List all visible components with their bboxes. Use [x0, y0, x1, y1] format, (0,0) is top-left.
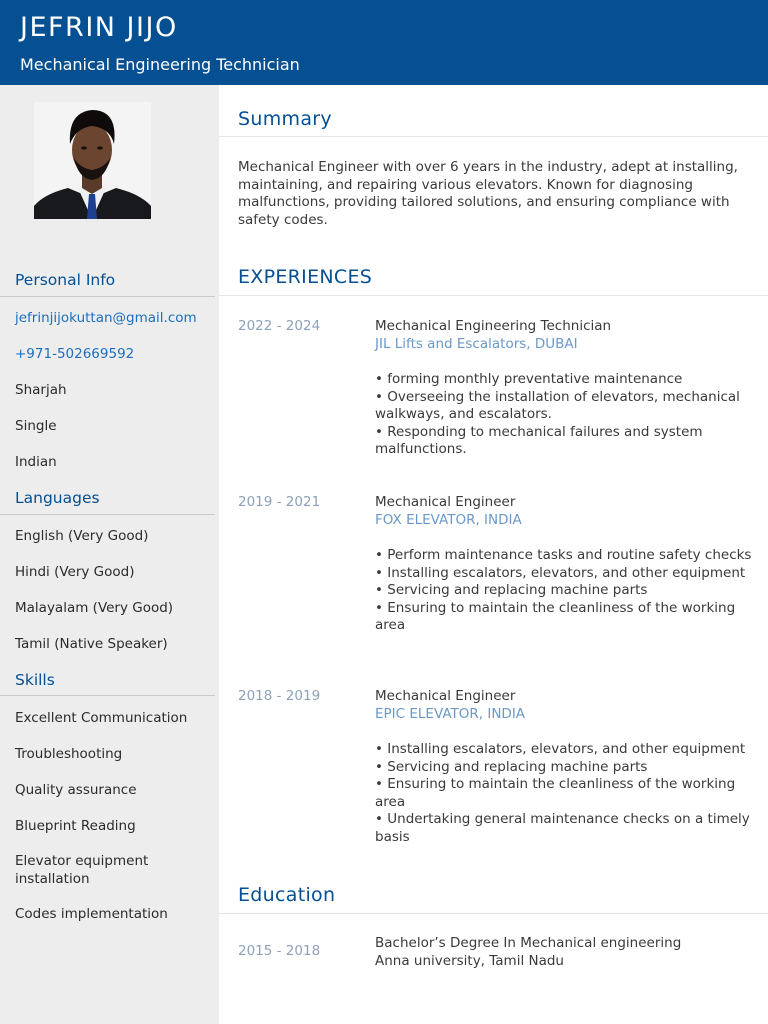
- summary-heading: Summary: [238, 108, 332, 130]
- skill-item: Elevator equipment installation: [15, 853, 149, 887]
- skills-heading: Skills: [15, 671, 55, 689]
- experience-bullet: • Installing escalators, elevators, and other equipment: [375, 564, 746, 581]
- experience-bullet: • Undertaking general maintenance checks on a timely basis: [375, 811, 750, 845]
- experience-company: JIL Lifts and Escalators, DUBAI: [375, 336, 578, 352]
- experience-role: Mechanical Engineering Technician: [375, 318, 612, 334]
- experience-bullet: • Overseeing the installation of elevators, mechanical walkways, and escalators.: [375, 388, 740, 423]
- personal-info-heading: Personal Info: [15, 271, 116, 289]
- profile-photo: [34, 102, 151, 219]
- experience-bullets: [375, 547, 755, 635]
- resume-header: [0, 0, 768, 85]
- education-school: Anna university, Tamil Nadu: [375, 953, 564, 969]
- location-text: Sharjah: [15, 382, 67, 398]
- skill-item: Excellent Communication: [15, 710, 188, 726]
- skill-item: Blueprint Reading: [15, 818, 136, 834]
- language-item: Tamil (Native Speaker): [15, 636, 168, 652]
- experience-dates: 2022 - 2024: [238, 318, 321, 334]
- email-link[interactable]: jefrinjijokuttan@gmail.com: [15, 310, 197, 326]
- candidate-name: JEFRIN JIJO: [20, 12, 178, 43]
- experience-bullet: • Perform maintenance tasks and routine safety checks: [375, 547, 752, 563]
- education-divider: [219, 913, 768, 914]
- experience-bullet: • Responding to mechanical failures and system malfunctions.: [375, 423, 703, 458]
- language-item: Hindi (Very Good): [15, 564, 135, 580]
- education-dates: 2015 - 2018: [238, 943, 321, 959]
- experience-role: Mechanical Engineer: [375, 688, 516, 704]
- candidate-title: Mechanical Engineering Technician: [20, 55, 300, 74]
- experience-bullet: • Servicing and replacing machine parts: [375, 758, 648, 775]
- sidebar: [0, 85, 219, 1024]
- languages-divider: [0, 514, 215, 515]
- languages-heading: Languages: [15, 489, 100, 507]
- skill-item: Codes implementation: [15, 906, 168, 922]
- phone-link[interactable]: +971-502669592: [15, 346, 135, 362]
- summary-text: Mechanical Engineer with over 6 years in the industry, adept at installing, maintaining, and repairing various elevators. Known for diagnosing malfunctions, providing tailored solutions, and ensuring compliance with safety codes.: [238, 159, 738, 228]
- summary-divider: [219, 136, 768, 137]
- experience-dates: 2019 - 2021: [238, 494, 321, 510]
- experience-bullet: • Installing escalators, elevators, and other equipment: [375, 741, 746, 757]
- skills-divider: [0, 695, 215, 696]
- personal-info-divider: [0, 296, 215, 297]
- skill-item: Quality assurance: [15, 782, 137, 798]
- experience-bullet: • forming monthly preventative maintenance: [375, 371, 683, 387]
- education-heading: Education: [238, 884, 336, 906]
- experience-bullets: [375, 741, 755, 847]
- experiences-divider: [219, 295, 768, 296]
- education-degree: Bachelor’s Degree In Mechanical engineering: [375, 935, 682, 951]
- marital-status-text: Single: [15, 418, 57, 434]
- experience-bullet: • Ensuring to maintain the cleanliness of the working area: [375, 599, 736, 634]
- experience-bullets: [375, 371, 755, 459]
- nationality-text: Indian: [15, 454, 57, 470]
- experience-dates: 2018 - 2019: [238, 688, 321, 704]
- language-item: English (Very Good): [15, 528, 149, 544]
- experiences-heading: EXPERIENCES: [238, 266, 373, 288]
- experience-bullet: • Ensuring to maintain the cleanliness of the working area: [375, 776, 736, 810]
- skill-item: Troubleshooting: [15, 746, 123, 762]
- experience-company: EPIC ELEVATOR, INDIA: [375, 706, 526, 722]
- experience-role: Mechanical Engineer: [375, 494, 516, 510]
- experience-company: FOX ELEVATOR, INDIA: [375, 512, 522, 528]
- language-item: Malayalam (Very Good): [15, 600, 174, 616]
- experience-bullet: • Servicing and replacing machine parts: [375, 582, 648, 599]
